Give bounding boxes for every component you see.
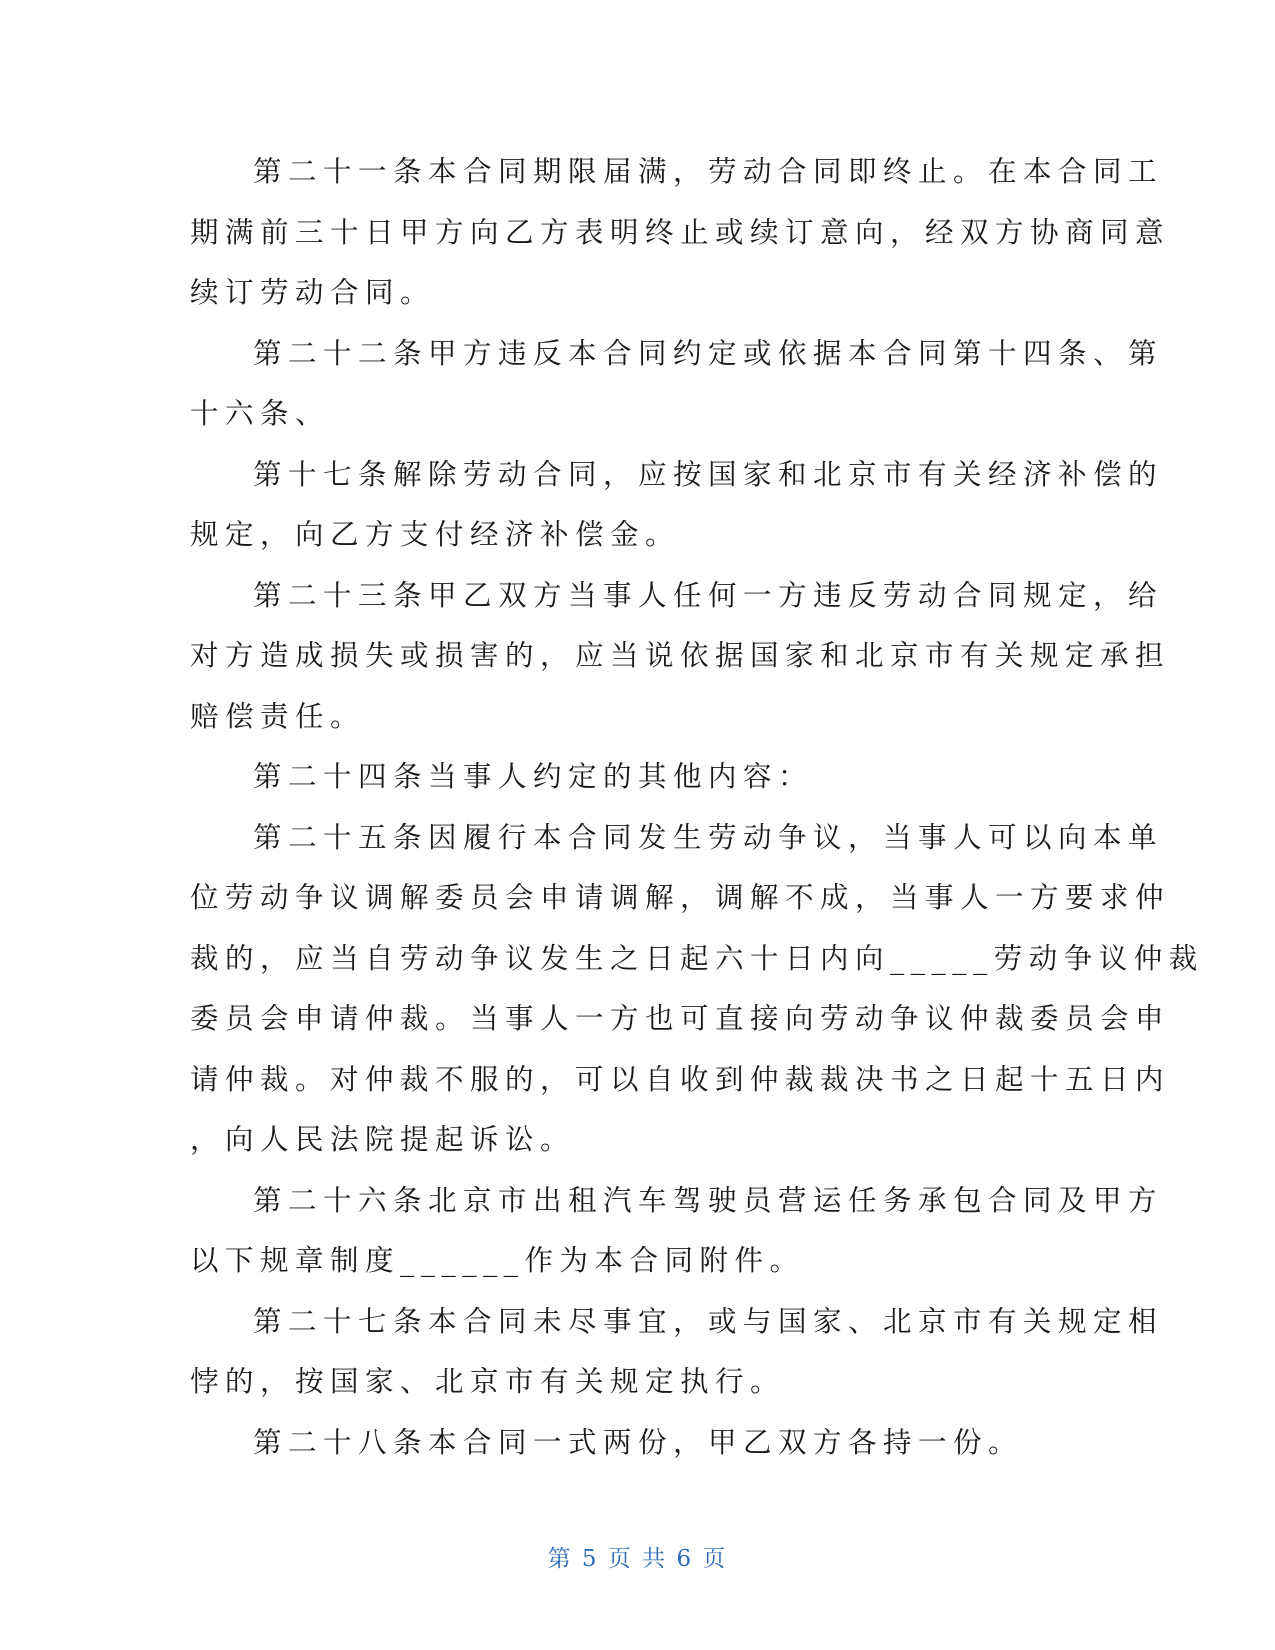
text-line: 第二十七条本合同未尽事宜，或与国家、北京市有关规定相 [253, 1304, 1164, 1338]
text-line: 期满前三十日甲方向乙方表明终止或续订意向，经双方协商同意 [190, 215, 1171, 249]
text-line: 请仲裁。对仲裁不服的，可以自收到仲裁裁决书之日起十五日内 [190, 1062, 1171, 1096]
text-line: 委员会申请仲裁。当事人一方也可直接向劳动争议仲裁委员会申 [190, 1002, 1171, 1035]
text-line: 以下规章制度______作为本合同附件。 [190, 1244, 805, 1277]
text-line: 第十七条解除劳动合同，应按国家和北京市有关经济补偿的 [253, 457, 1164, 491]
text-line: 位劳动争议调解委员会申请调解，调解不成，当事人一方要求仲 [190, 881, 1171, 914]
text-line: 第二十四条当事人约定的其他内容： [253, 760, 814, 793]
text-line: 规定，向乙方支付经济补偿金。 [190, 518, 681, 551]
document-body [190, 142, 1204, 1473]
page-number-footer: 第 5 页 共 6 页 [547, 1546, 728, 1572]
text-line: ，向人民法院提起诉讼。 [190, 1123, 576, 1156]
text-line: 第二十二条甲方违反本合同约定或依据本合同第十四条、第 [253, 336, 1164, 370]
text-line: 悖的，按国家、北京市有关规定执行。 [190, 1365, 786, 1398]
text-line: 第二十一条本合同期限届满，劳动合同即终止。在本合同工 [253, 155, 1164, 188]
text-line: 对方造成损失或损害的，应当说依据国家和北京市有关规定承担 [190, 639, 1171, 672]
text-line: 第二十五条因履行本合同发生劳动争议，当事人可以向本单 [253, 820, 1164, 854]
text-line: 裁的，应当自劳动争议发生之日起六十日内向_____劳动争议仲裁 [190, 941, 1204, 975]
text-line: 赔偿责任。 [190, 699, 366, 733]
text-line: 续订劳动合同。 [190, 276, 436, 309]
text-line: 第二十八条本合同一式两份，甲乙双方各持一份。 [253, 1425, 1024, 1459]
text-line: 十六条、 [190, 397, 331, 430]
text-line: 第二十三条甲乙双方当事人任何一方违反劳动合同规定，给 [253, 578, 1164, 612]
text-line: 第二十六条北京市出租汽车驾驶员营运任务承包合同及甲方 [253, 1183, 1164, 1217]
